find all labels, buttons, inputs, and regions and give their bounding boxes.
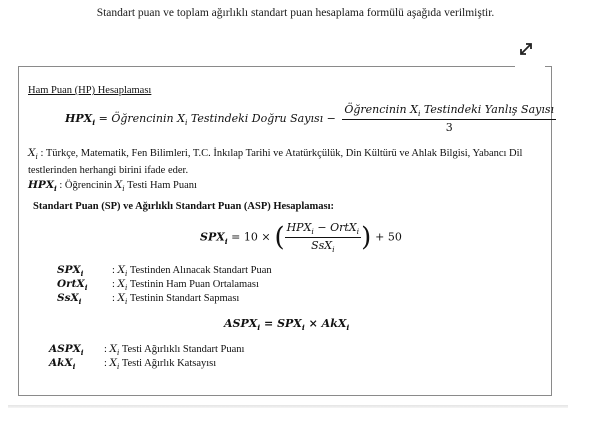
hp-section-title: Ham Puan (HP) Hesaplaması bbox=[28, 85, 152, 96]
definition-row: $ASPX_i$ : $X_i$ Testi Ağırlıklı Standart Puanı bbox=[49, 343, 245, 358]
sp-formula-numerator: $HPX_i$ − OrtX$_i$ bbox=[286, 221, 360, 237]
hp-formula-denominator: 3 bbox=[445, 121, 453, 135]
definition-row: $SPX_i$ : $X_i$ Testinden Alınacak Standart Puan bbox=[57, 264, 272, 279]
sp-formula-denominator: SsX$_i$ bbox=[311, 239, 335, 255]
intro-text: Standart puan ve toplam ağırlıklı standart puan hesaplama formülü aşağıda verilmiştir. bbox=[96, 7, 495, 19]
definition-row: AkX$_i$ : $X_i$ Testi Ağırlık Katsayısı bbox=[49, 357, 217, 372]
hp-formula-lhs: $HPX_i$ bbox=[65, 111, 96, 127]
xi-symbol: $X_i$ bbox=[28, 147, 38, 162]
hp-formula-numerator: Öğrencinin $X_i$ Testindeki Yanlış Sayısı bbox=[344, 103, 555, 119]
asp-formula: $ASPX_i = SPX_i \times AkX_i$ bbox=[224, 317, 350, 333]
expand-arrows-icon[interactable] bbox=[518, 41, 534, 57]
sp-section-title: Standart Puan (SP) ve Ağırlıklı Standart Puan (ASP) Hesaplaması: bbox=[33, 201, 335, 212]
right-paren: ) bbox=[361, 222, 372, 253]
hpx-symbol: $HPX_i$ bbox=[28, 179, 57, 194]
left-paren: ( bbox=[274, 222, 285, 253]
hp-formula bbox=[65, 103, 556, 134]
definition-row: OrtX$_i$ : $X_i$ Testinin Ham Puan Ortalaması bbox=[57, 278, 259, 293]
sp-formula-fraction bbox=[285, 221, 362, 254]
sp-formula: $SPX_i = 10$ × ( $\frac{HPX_i - OrtX_i}{SsX_i}$ ) + 50 bbox=[200, 221, 402, 255]
hpx-description: $HPX_i$ : Öğrencinin $X_i$ Testi Ham Puanı bbox=[28, 179, 197, 194]
hp-formula-fraction bbox=[342, 103, 556, 134]
xi-description: $X_i$ : Türkçe, Matematik, Fen Bilimleri, T.C. İnkılap Tarihi ve Atatürkçülük, Din Kültürü ve Ahlak Bilgisi, Yabancı Dil testlerinden herhangi birini ifade eder. bbox=[28, 147, 523, 177]
hp-formula-eq: = Öğrencinin $X_i$ Testindeki Doğru Sayısı − bbox=[98, 111, 336, 127]
box-border-gap bbox=[515, 64, 545, 69]
formula-box bbox=[18, 66, 555, 396]
bottom-divider bbox=[8, 405, 568, 408]
definition-row: SsX$_i$ : $X_i$ Testinin Standart Sapması bbox=[57, 292, 240, 307]
